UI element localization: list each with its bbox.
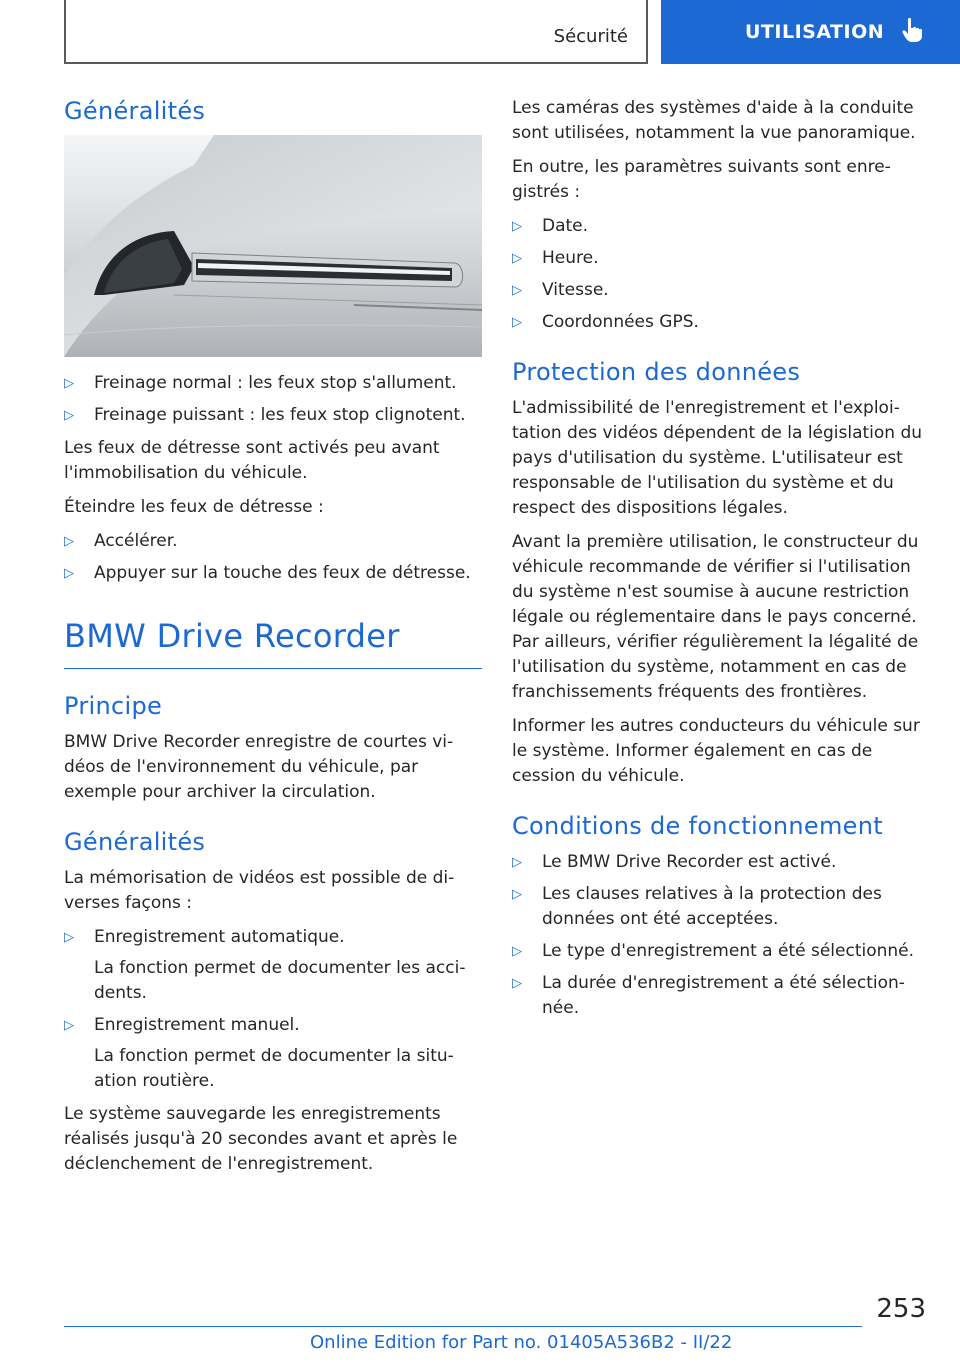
list-item: ▷ Vitesse. xyxy=(512,278,928,303)
triangle-bullet-icon: ▷ xyxy=(512,251,522,266)
list-item: ▷ Appuyer sur la touche des feux de détresse. xyxy=(64,561,482,586)
list-item: ▷ Enregistrement automatique. La fonction permet de documenter les accidents. xyxy=(64,927,466,1004)
triangle-bullet-icon: ▷ xyxy=(64,1018,74,1034)
paragraph: Le système sauvegarde les enregistrements réalisés jusqu'à 20 secondes avant et après le déclenchement de l'enregistrement. xyxy=(64,1104,458,1175)
header-chapter-label: UTILISATION xyxy=(745,21,885,43)
right-column xyxy=(512,96,928,1029)
paragraph: Les caméras des systèmes d'aide à la conduite sont utilisées, notamment la vue panoramique. xyxy=(512,98,916,143)
triangle-bullet-icon: ▷ xyxy=(512,855,522,871)
list-item: ▷ Les clauses relatives à la protection des données ont été acceptées. xyxy=(512,884,882,930)
triangle-bullet-icon: ▷ xyxy=(64,376,74,392)
triangle-bullet-icon: ▷ xyxy=(512,219,522,234)
heading-conditions: Conditions de fonctionnement xyxy=(512,812,883,841)
list-item: ▷ Le type d'enregistrement a été sélectionné. xyxy=(512,939,928,964)
paragraph: Avant la première utilisation, le constructeur du véhicule recommande de vérifier si l'utilisation du système n'est soumise à aucune restriction légale ou réglementaire dans le pays concerné. Par ailleurs, vérifier régulièrement la légalité de l'utilisation du système, notamment en cas de franchissements fréquents des frontières. xyxy=(512,532,919,703)
heading-generalites-2: Généralités xyxy=(64,827,206,856)
triangle-bullet-icon: ▷ xyxy=(512,976,522,992)
conditions-list xyxy=(512,850,928,1021)
list-item: ▷ Freinage puissant : les feux stop clignotent. xyxy=(64,403,482,428)
paragraph: Les feux de détresse sont activés peu avant l'immobilisation du véhicule. xyxy=(64,438,440,484)
triangle-bullet-icon: ▷ xyxy=(64,930,74,946)
parameters-list xyxy=(512,214,928,335)
header-section-label: Sécurité xyxy=(553,26,628,47)
heading-generalites: Généralités xyxy=(64,97,206,125)
triangle-bullet-icon: ▷ xyxy=(512,944,522,960)
left-column xyxy=(64,96,482,1186)
paragraph: Éteindre les feux de détresse : xyxy=(64,497,324,518)
paragraph: La mémorisation de vidéos est possible de diverses façons : xyxy=(64,868,455,914)
heading-principe: Principe xyxy=(64,691,163,720)
header-chapter-tab xyxy=(661,0,960,64)
list-item: ▷ Enregistrement manuel. La fonction permet de documenter la situation routière. xyxy=(64,1015,454,1092)
paragraph: Informer les autres conducteurs du véhicule sur le système. Informer également en cas de cession du véhicule. xyxy=(512,716,920,787)
heading-protection: Protection des données xyxy=(512,358,801,386)
list-item: ▷ La durée d'enregistrement a été sélectionnée. xyxy=(512,973,905,1019)
chapter-title: BMW Drive Recorder xyxy=(64,617,400,656)
list-item: ▷ Accélérer. xyxy=(64,529,482,554)
triangle-bullet-icon: ▷ xyxy=(512,283,522,298)
brake-light-list xyxy=(64,371,482,428)
triangle-bullet-icon: ▷ xyxy=(64,566,74,582)
list-item: ▷ Coordonnées GPS. xyxy=(512,310,928,335)
list-item: ▷ Freinage normal : les feux stop s'allument. xyxy=(64,371,482,396)
paragraph: En outre, les paramètres suivants sont enregistrés : xyxy=(512,157,891,202)
list-item: ▷ Date. xyxy=(512,214,928,239)
paragraph: BMW Drive Recorder enregistre de courtes vidéos de l'environnement du véhicule, par exemple pour archiver la circulation. xyxy=(64,731,454,802)
car-tail-light-image xyxy=(64,135,482,357)
page-number: 253 xyxy=(876,1294,926,1324)
triangle-bullet-icon: ▷ xyxy=(64,408,74,424)
hazard-light-list xyxy=(64,529,482,586)
list-item: ▷ Le BMW Drive Recorder est activé. xyxy=(512,850,928,875)
triangle-bullet-icon: ▷ xyxy=(512,315,522,330)
list-item: ▷ Heure. xyxy=(512,246,928,271)
footer-edition: Online Edition for Part no. 01405A536B2 - II/22 xyxy=(310,1332,733,1353)
chapter-title-wrap xyxy=(64,616,482,669)
triangle-bullet-icon: ▷ xyxy=(64,534,74,550)
triangle-bullet-icon: ▷ xyxy=(512,887,522,903)
hand-pointer-icon xyxy=(902,17,924,48)
recording-modes-list xyxy=(64,925,482,1094)
footer-divider xyxy=(64,1326,862,1327)
paragraph: L'admissibilité de l'enregistrement et l'exploitation des vidéos dépendent de la législation du pays d'utilisation du système. L'utilisateur est responsable de l'utilisation du système et du respect des dispositions légales. xyxy=(512,398,923,519)
